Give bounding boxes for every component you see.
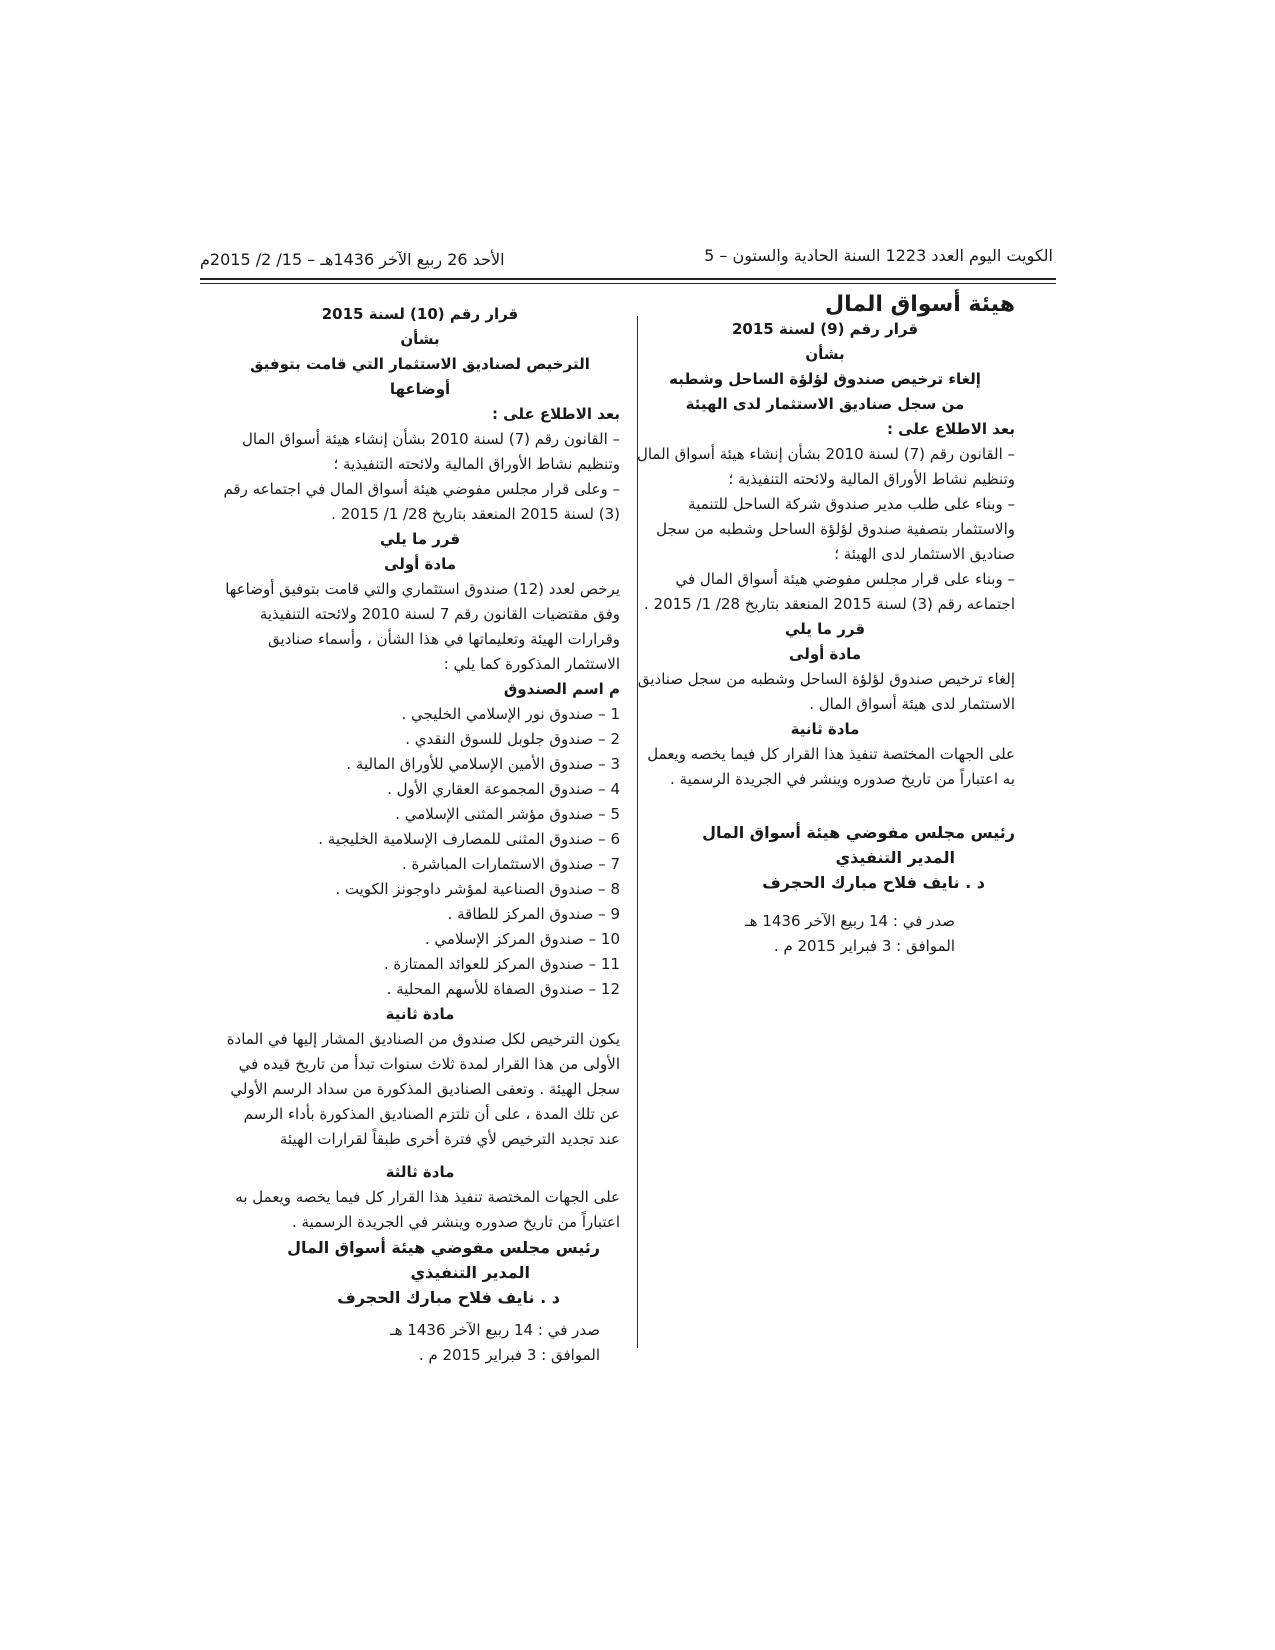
list-item: 8 – صندوق الصناعية لمؤشر داوجونز الكويت . xyxy=(335,880,620,898)
header-rule-thin xyxy=(200,283,1056,284)
list-item: 2 – صندوق جلوبل للسوق النقدي . xyxy=(405,730,620,748)
article2-text: على الجهات المختصة تنفيذ هذا القرار كل فيما يخصه ويعمل به اعتباراً من تاريخ صدوره وينشر في الجريدة الرسمية . xyxy=(647,745,1015,788)
header-issue-info: الكويت اليوم العدد 1223 السنة الحادية والستون – 5 xyxy=(704,246,1053,265)
article2-title: مادة ثانية xyxy=(385,1005,455,1023)
issue-date-gregorian: الموافق : 3 فبراير 2015 م . xyxy=(773,937,955,955)
list-item: 1 – صندوق نور الإسلامي الخليجي . xyxy=(401,705,620,723)
fund-list xyxy=(220,702,620,1002)
decision-number: قرار رقم (10) لسنة 2015 xyxy=(321,305,519,323)
article1-title: مادة أولى xyxy=(384,555,456,573)
list-item: 3 – صندوق الأمين الإسلامي للأوراق المالية . xyxy=(346,755,620,773)
decision-regarding: بشأن xyxy=(400,330,440,348)
signatory-role: المدير التنفيذي xyxy=(410,1263,530,1282)
preamble-board: – وعلى قرار مجلس مفوضي هيئة أسواق المال في اجتماعه رقم (3) لسنة 2015 المنعقد بتاريخ 28/ 1/ 2015 . xyxy=(223,480,620,523)
article2-text: يكون الترخيص لكل صندوق من الصناديق المشار إليها في المادة الأولى من هذا القرار لمدة ثلاث سنوات تبدأ من تاريخ قيده في سجل الهيئة . وتعفى الصناديق المذكورة من سداد الرسم الأولي عن تلك المدة ، على أن تلتزم الصناديق المذكورة بأداء الرسم عند تجديد الترخيص لأي فترة أخرى طبقاً لقرارات الهيئة xyxy=(226,1030,620,1148)
signatory-name: د . نايف فلاح مبارك الحجرف xyxy=(337,1288,560,1307)
left-column xyxy=(220,302,620,1368)
article1-text: يرخص لعدد (12) صندوق استثماري والتي قامت بتوفيق أوضاعها وفق مقتضيات القانون رقم 7 لسنة 2010 ولائحته التنفيذية وقرارات الهيئة وتعليماتها في هذا الشأن ، وأسماء صناديق الاستثمار المذكورة كما يلي : xyxy=(225,580,620,673)
decision-subject: الترخيص لصناديق الاستثمار التي قامت بتوفيق أوضاعها xyxy=(250,355,590,398)
list-item: 9 – صندوق المركز للطاقة . xyxy=(447,905,620,923)
decided-heading: قرر ما يلي xyxy=(784,620,866,638)
issue-date-hijri: صدر في : 14 ربيع الآخر 1436 هـ xyxy=(745,912,955,930)
article2-title: مادة ثانية xyxy=(790,720,860,738)
list-item: 10 – صندوق المركز الإسلامي . xyxy=(424,930,620,948)
list-item: 6 – صندوق المثنى للمصارف الإسلامية الخليجية . xyxy=(318,830,620,848)
decision-regarding: بشأن xyxy=(805,345,845,363)
decision-number: قرار رقم (9) لسنة 2015 xyxy=(731,320,919,338)
signatory-title: رئيس مجلس مفوضي هيئة أسواق المال xyxy=(702,823,1015,842)
after-review: بعد الاطلاع على : xyxy=(886,420,1015,438)
list-item: 12 – صندوق الصفاة للأسهم المحلية . xyxy=(386,980,620,998)
header-date: الأحد 26 ربيع الآخر 1436هـ – 15/ 2/ 2015م xyxy=(200,250,505,269)
signatory-title: رئيس مجلس مفوضي هيئة أسواق المال xyxy=(287,1238,600,1257)
list-item: 5 – صندوق مؤشر المثنى الإسلامي . xyxy=(395,805,620,823)
article3-text: على الجهات المختصة تنفيذ هذا القرار كل فيما يخصه ويعمل به اعتباراً من تاريخ صدوره وينشر في الجريدة الرسمية . xyxy=(235,1188,620,1231)
list-item: 11 – صندوق المركز للعوائد الممتازة . xyxy=(383,955,620,973)
header-rule xyxy=(200,278,1056,280)
decided-heading: قرر ما يلي xyxy=(379,530,461,548)
list-item: 7 – صندوق الاستثمارات المباشرة . xyxy=(401,855,620,873)
issue-date-hijri: صدر في : 14 ربيع الآخر 1436 هـ xyxy=(390,1321,600,1339)
right-column xyxy=(635,292,1015,959)
preamble-request: – وبناء على طلب مدير صندوق شركة الساحل للتنمية والاستثمار بتصفية صندوق لؤلؤة الساحل وشطبه من سجل صناديق الاستثمار لدى الهيئة ؛ xyxy=(656,495,1015,563)
article3-title: مادة ثالثة xyxy=(385,1163,455,1181)
after-review: بعد الاطلاع على : xyxy=(491,405,620,423)
section-title: هيئة أسواق المال xyxy=(825,292,1015,317)
decision-subject-line1: إلغاء ترخيص صندوق لؤلؤة الساحل وشطبه xyxy=(669,370,981,388)
article1-title: مادة أولى xyxy=(789,645,861,663)
article1-text: إلغاء ترخيص صندوق لؤلؤة الساحل وشطبه من سجل صناديق الاستثمار لدى هيئة أسواق المال . xyxy=(637,670,1015,713)
signatory-name: د . نايف فلاح مبارك الحجرف xyxy=(762,873,985,892)
signatory-role: المدير التنفيذي xyxy=(835,848,955,867)
preamble-board: – وبناء على قرار مجلس مفوضي هيئة أسواق المال في اجتماعه رقم (3) لسنة 2015 المنعقد بتاريخ 28/ 1/ 2015 . xyxy=(644,570,1015,613)
preamble-law: – القانون رقم (7) لسنة 2010 بشأن إنشاء هيئة أسواق المال وتنظيم نشاط الأوراق المالية ولائحته التنفيذية ؛ xyxy=(636,445,1015,488)
decision-subject-line2: من سجل صناديق الاستثمار لدى الهيئة xyxy=(685,395,965,413)
preamble-law: – القانون رقم (7) لسنة 2010 بشأن إنشاء هيئة أسواق المال وتنظيم نشاط الأوراق المالية ولائحته التنفيذية ؛ xyxy=(241,430,620,473)
issue-date-gregorian: الموافق : 3 فبراير 2015 م . xyxy=(418,1346,600,1364)
list-item: 4 – صندوق المجموعة العقاري الأول . xyxy=(387,780,620,798)
fund-table-header: م اسم الصندوق xyxy=(503,680,620,698)
